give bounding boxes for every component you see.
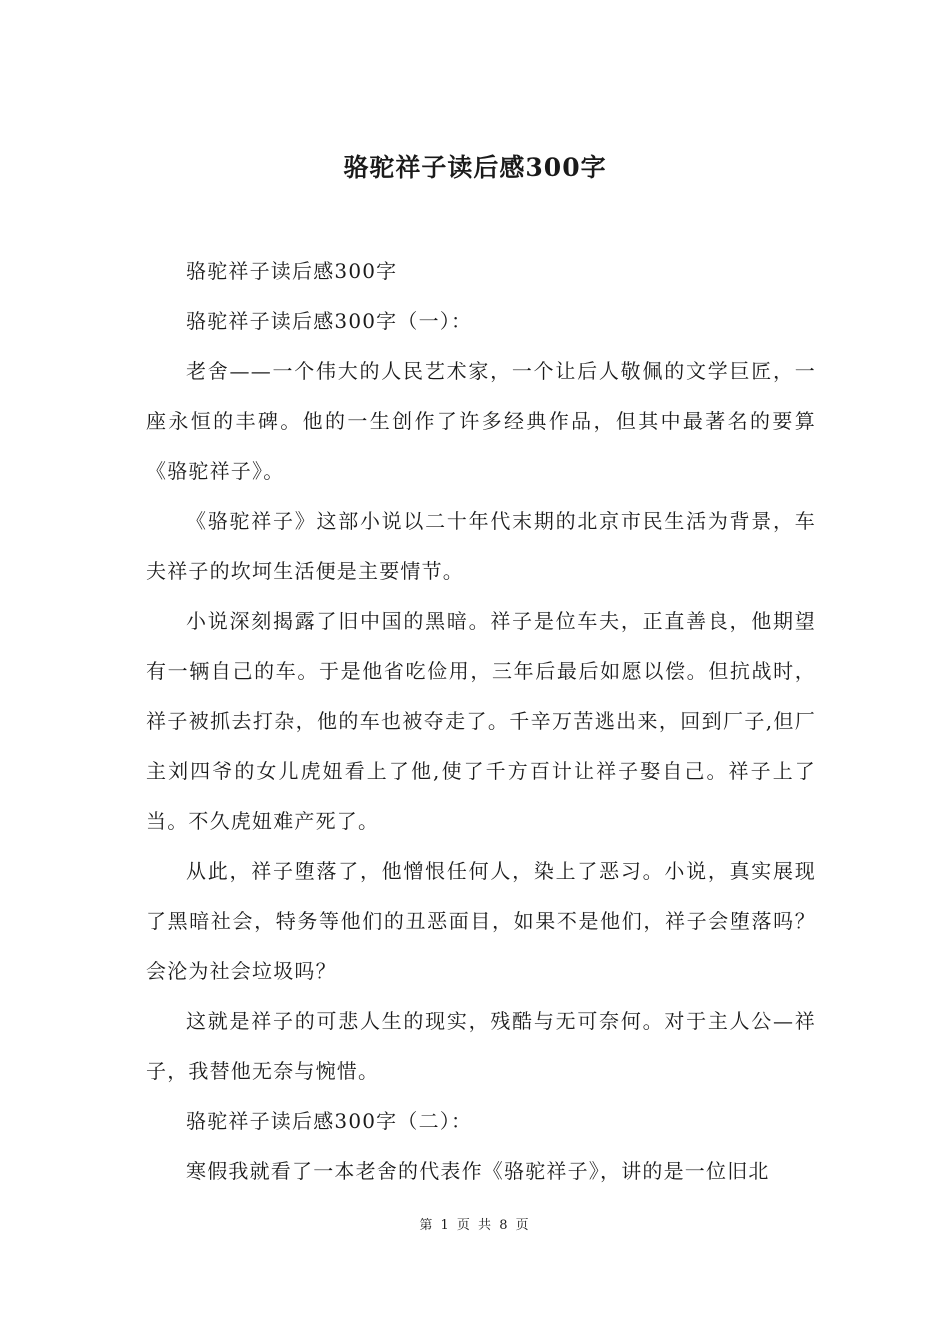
- paragraph: 从此，祥子堕落了，他憎恨任何人，染上了恶习。小说，真实展现了黑暗社会，特务等他们的丑恶面目，如果不是他们，祥子会堕落吗？会沦为社会垃圾吗？: [146, 859, 816, 983]
- paragraph: 这就是祥子的可悲人生的现实，残酷与无可奈何。对于主人公—祥子，我替他无奈与惋惜。: [146, 1009, 816, 1083]
- page-footer: 第 1 页 共 8 页: [419, 1218, 531, 1233]
- document-title: 骆驼祥子读后感300字: [343, 153, 607, 182]
- document-body: [146, 246, 816, 1196]
- paragraph: 寒假我就看了一本老舍的代表作《骆驼祥子》，讲的是一位旧北: [186, 1159, 770, 1183]
- paragraph: 骆驼祥子读后感300字: [186, 259, 398, 283]
- paragraph: 骆驼祥子读后感300字（二）：: [186, 1109, 473, 1133]
- paragraph: 骆驼祥子读后感300字（一）：: [186, 309, 473, 333]
- paragraph: 小说深刻揭露了旧中国的黑暗。祥子是位车夫，正直善良，他期望有一辆自己的车。于是他省吃俭用，三年后最后如愿以偿。但抗战时，祥子被抓去打杂，他的车也被夺走了。千辛万苦逃出来，回到厂子,但厂主刘四爷的女儿虎妞看上了他,使了千方百计让祥子娶自己。祥子上了当。不久虎妞难产死了。: [146, 609, 816, 833]
- paragraph: 老舍——一个伟大的人民艺术家，一个让后人敬佩的文学巨匠，一座永恒的丰碑。他的一生创作了许多经典作品，但其中最著名的要算《骆驼祥子》。: [146, 359, 816, 483]
- paragraph: 《骆驼祥子》这部小说以二十年代末期的北京市民生活为背景，车夫祥子的坎坷生活便是主要情节。: [146, 509, 816, 583]
